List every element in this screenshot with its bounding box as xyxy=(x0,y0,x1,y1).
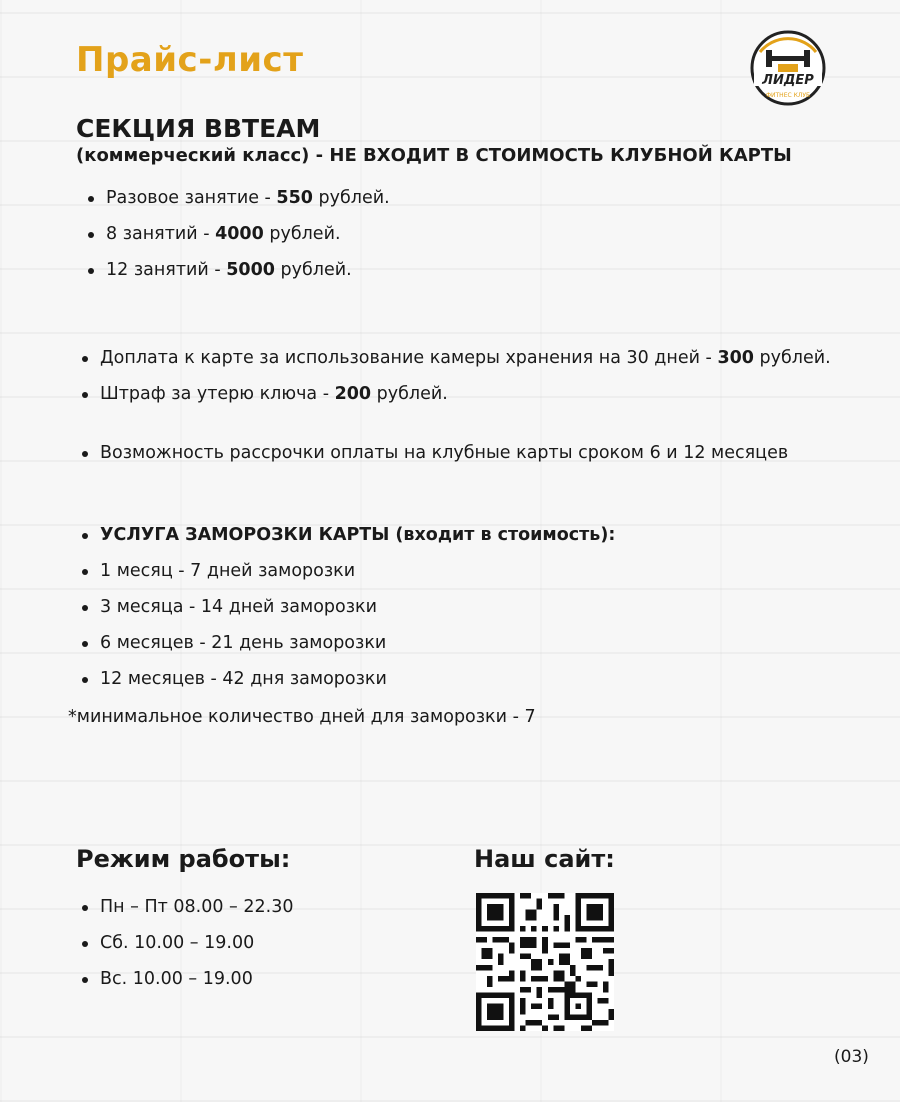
freeze-title: УСЛУГА ЗАМОРОЗКИ КАРТЫ (входит в стоимость): xyxy=(80,517,615,553)
section-price-list xyxy=(86,180,390,288)
section-title: СЕКЦИЯ BBTEAM xyxy=(76,114,321,143)
price-value: 4000 xyxy=(215,224,264,244)
price-label: 8 занятий - xyxy=(106,224,216,244)
list-item xyxy=(80,376,831,412)
freeze-note: *минимальное количество дней для заморозки - 7 xyxy=(68,707,536,727)
price-suffix: рублей. xyxy=(263,224,341,244)
logo-subtext: ФИТНЕС КЛУБ xyxy=(765,92,811,99)
freeze-item: 1 месяц - 7 дней заморозки xyxy=(80,553,615,589)
hours-title: Режим работы: xyxy=(76,845,291,873)
extra-suffix: рублей. xyxy=(753,348,831,368)
page-title: Прайс-лист xyxy=(76,40,304,80)
hours-item: Пн – Пт 08.00 – 22.30 xyxy=(80,889,293,925)
freeze-item: 12 месяцев - 42 дня заморозки xyxy=(80,661,615,697)
page-number: (03) xyxy=(834,1047,869,1067)
installment-item: Возможность рассрочки оплаты на клубные карты сроком 6 и 12 месяцев xyxy=(80,435,788,471)
price-value: 5000 xyxy=(226,260,275,280)
extras-list xyxy=(80,340,831,412)
price-suffix: рублей. xyxy=(312,188,390,208)
freeze-list xyxy=(80,517,615,697)
extra-price: 300 xyxy=(717,348,754,368)
price-label: Разовое занятие - xyxy=(106,188,277,208)
section-subtitle: (коммерческий класс) - НЕ ВХОДИТ В СТОИМОСТЬ КЛУБНОЙ КАРТЫ xyxy=(76,145,792,166)
price-label: 12 занятий - xyxy=(106,260,227,280)
hours-list xyxy=(80,889,293,997)
freeze-item: 6 месяцев - 21 день заморозки xyxy=(80,625,615,661)
extra-label: Доплата к карте за использование камеры хранения на 30 дней - xyxy=(100,348,718,368)
price-value: 550 xyxy=(276,188,313,208)
list-item xyxy=(86,180,390,216)
hours-item: Вс. 10.00 – 19.00 xyxy=(80,961,293,997)
site-title: Наш сайт: xyxy=(474,845,615,873)
fitness-club-logo-icon xyxy=(748,28,828,108)
extra-price: 200 xyxy=(334,384,372,404)
logo-text: ЛИДЕР xyxy=(762,73,814,88)
list-item xyxy=(80,340,831,376)
extra-label: Штраф за утерю ключа - xyxy=(100,384,335,404)
installment-list xyxy=(80,435,788,471)
hours-item: Сб. 10.00 – 19.00 xyxy=(80,925,293,961)
list-item xyxy=(86,252,390,288)
qr-code-icon[interactable] xyxy=(476,893,614,1031)
price-suffix: рублей. xyxy=(274,260,352,280)
freeze-item: 3 месяца - 14 дней заморозки xyxy=(80,589,615,625)
list-item xyxy=(86,216,390,252)
extra-suffix: рублей. xyxy=(371,384,448,404)
